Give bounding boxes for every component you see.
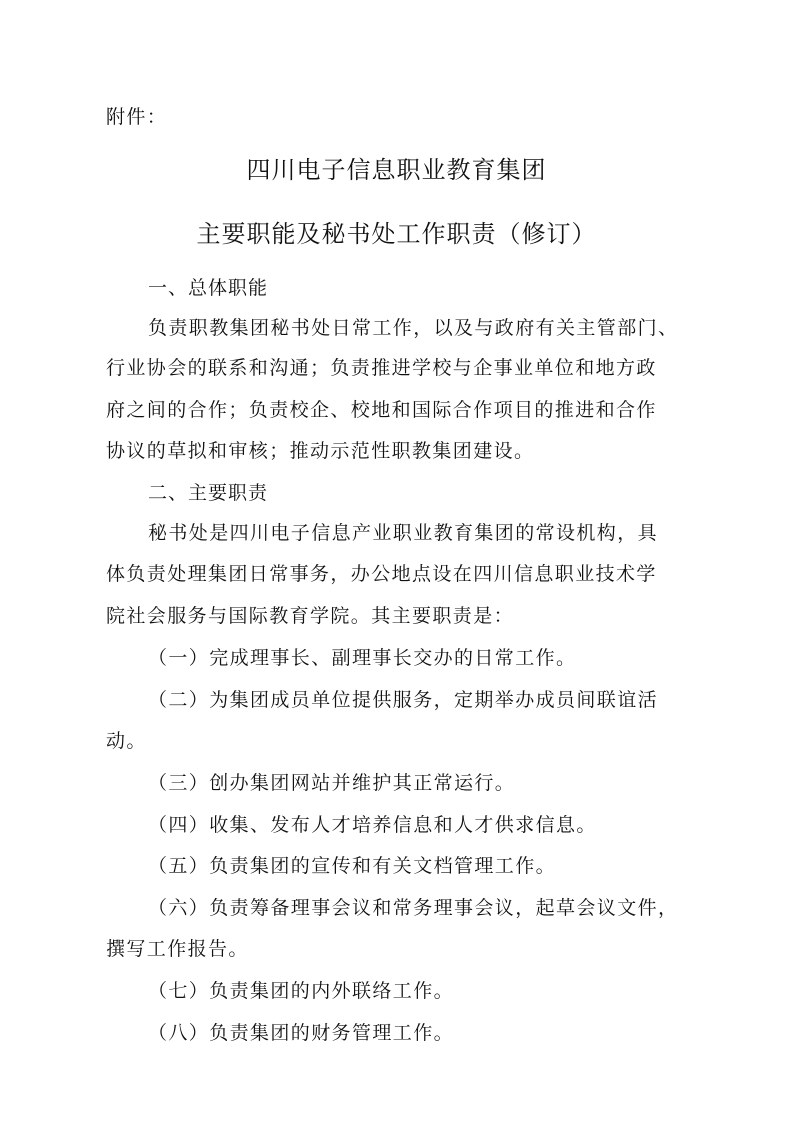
duty-item-2: （二）为集团成员单位提供服务，定期举办成员间联谊活 [148,689,659,711]
section-1-paragraph-line: 府之间的合作；负责校企、校地和国际合作项目的推进和合作 [106,399,657,421]
document-title-line-2: 主要职能及秘书处工作职责（修订） [196,220,597,248]
section-1-paragraph-line: 协议的草拟和审核；推动示范性职教集团建设。 [106,440,535,462]
duty-item-6: （六）负责筹备理事会议和常务理事会议，起草会议文件， [148,897,679,919]
duty-item-1: （一）完成理事长、副理事长交办的日常工作。 [148,647,577,669]
duty-item-4: （四）收集、发布人才培养信息和人才供求信息。 [148,814,597,836]
section-1-paragraph-line: 负责职教集团秘书处日常工作，以及与政府有关主管部门、 [148,317,679,339]
document-title-line-1: 四川电子信息职业教育集团 [246,156,547,184]
duty-item-5: （五）负责集团的宣传和有关文档管理工作。 [148,855,557,877]
section-2-intro-line: 体负责处理集团日常事务，办公地点设在四川信息职业技术学 [106,563,657,585]
duty-item-6-continued: 撰写工作报告。 [106,938,249,960]
duty-item-8: （八）负责集团的财务管理工作。 [148,1022,455,1044]
section-2-intro-line: 院社会服务与国际教育学院。其主要职责是： [106,605,515,627]
section-1-paragraph-line: 行业协会的联系和沟通；负责推进学校与企事业单位和地方政 [106,357,657,379]
attachment-label: 附件： [106,106,168,128]
section-1-heading: 一、总体职能 [148,277,269,299]
section-2-intro-line: 秘书处是四川电子信息产业职业教育集团的常设机构，具 [148,522,659,544]
section-2-heading: 二、主要职责 [148,482,269,504]
duty-item-2-continued: 动。 [106,730,147,752]
duty-item-7: （七）负责集团的内外联络工作。 [148,980,455,1002]
duty-item-3: （三）创办集团网站并维护其正常运行。 [148,772,516,794]
